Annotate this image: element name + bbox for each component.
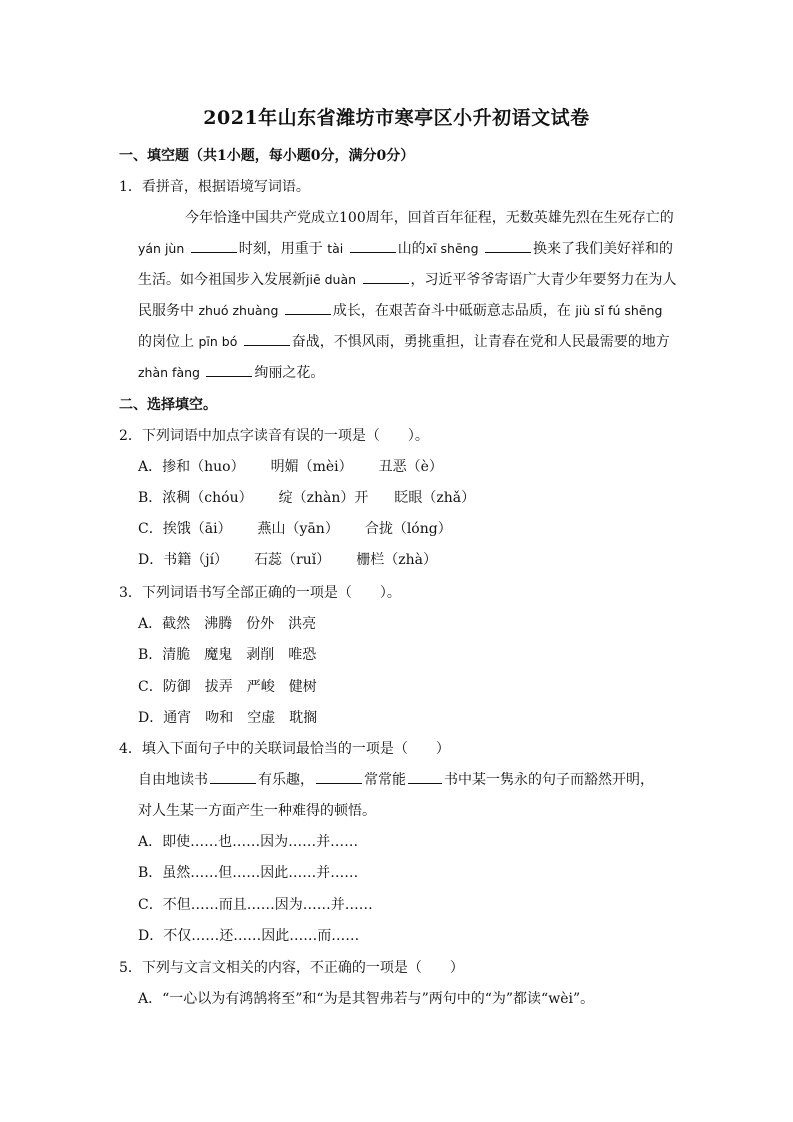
answer-blank[interactable] [244, 333, 290, 346]
question-4-stem: 4．填入下面句子中的关联词最恰当的一项是（ ） [119, 741, 450, 757]
option-label: D． [138, 710, 164, 726]
q4-option-a[interactable] [138, 831, 358, 851]
q1-line-3 [138, 269, 678, 289]
option-label: B． [138, 647, 163, 663]
q1-text: 换来了我们美好祥和的 [532, 241, 673, 257]
answer-blank[interactable] [285, 302, 331, 315]
q4-text: 常常能 [364, 772, 406, 788]
q1-line-6 [138, 362, 678, 382]
pinyin-prompt: tài [327, 241, 344, 256]
option-label: D． [138, 928, 164, 944]
q1-text: ，习近平爷爷寄语广大青少年要努力在为人 [410, 272, 677, 288]
answer-blank[interactable] [206, 364, 252, 377]
pinyin-prompt: jiē duàn [306, 272, 357, 287]
section-1-heading: 一、填空题（共1小题，每小题0分，满分0分） [119, 148, 415, 164]
q4-text: 书中某一隽永的句子而豁然开明， [444, 772, 654, 788]
option-label: C． [138, 521, 163, 537]
option-word: 掺和（huo） [162, 459, 245, 475]
q4-option-b[interactable] [138, 862, 358, 882]
q3-option-a[interactable] [138, 613, 316, 633]
q1-text: 山的 [397, 241, 426, 257]
option-label: A． [138, 834, 163, 850]
option-word: 栅栏（zhà） [356, 552, 437, 568]
option-word: 眨眼（zhǎ） [394, 490, 476, 506]
answer-blank[interactable] [316, 771, 362, 784]
pinyin-prompt: zhàn fàng [138, 365, 200, 380]
option-label: B． [138, 865, 163, 881]
question-1-stem: 1．看拼音，根据语境写词语。 [119, 179, 310, 195]
option-word: 明媚（mèi） [270, 459, 353, 475]
pinyin-prompt: zhuó zhuàng [198, 303, 279, 318]
option-word: 浓稠（chóu） [162, 490, 253, 506]
option-label: A． [138, 616, 163, 632]
answer-blank[interactable] [210, 771, 256, 784]
q3-option-b[interactable] [138, 644, 316, 664]
section-2-heading: 二、选择填空。 [119, 397, 217, 413]
q1-line-4 [138, 300, 678, 320]
option-word: 挨饿（āi） [162, 521, 232, 537]
answer-blank[interactable] [350, 240, 396, 253]
q4-option-c[interactable] [138, 894, 373, 914]
option-label: D． [138, 552, 164, 568]
option-word: 合拢（lóng） [364, 521, 452, 537]
option-label: C． [138, 897, 163, 913]
q1-text: 今年恰逢中国共产党成立100周年，回首百年征程，无数英雄先烈在生死存亡的 [185, 210, 674, 226]
answer-blank[interactable] [408, 771, 442, 784]
q2-option-a[interactable] [138, 456, 469, 476]
q1-text: 时刻，用重于 [238, 241, 323, 257]
option-words: 截然 沸腾 份外 洪亮 [162, 616, 317, 632]
q1-text: 成长，在艰苦奋斗中砥砺意志品质，在 [332, 303, 571, 319]
q1-line-2 [138, 238, 678, 258]
answer-blank[interactable] [191, 240, 237, 253]
q5-option-a[interactable]: A．“一心以为有鸿鹄将至”和“为是其智弗若与”两句中的“为”都读“wèi”。 [138, 991, 595, 1007]
q1-text: 的岗位上 [138, 334, 194, 350]
q3-option-d[interactable] [138, 707, 317, 727]
option-label: A． [138, 459, 163, 475]
pinyin-prompt: pīn bó [198, 334, 238, 349]
page-title: 2021年山东省潍坊市寒亭区小升初语文试卷 [203, 107, 590, 129]
pinyin-prompt: yán jùn [138, 241, 185, 256]
pinyin-prompt: jiù sǐ fú shēng [575, 303, 663, 318]
option-word: 绽（zhàn）开 [278, 490, 369, 506]
q1-text: 民服务中 [138, 303, 194, 319]
q1-text: 生活。如今祖国步入发展新 [138, 272, 306, 288]
q2-option-d[interactable] [138, 549, 463, 569]
question-5-stem: 5．下列与文言文相关的内容，不正确的一项是（ ） [119, 960, 464, 976]
answer-blank[interactable] [363, 271, 409, 284]
q1-text: 奋战，不惧风雨，勇挑重担，让青春在党和人民最需要的地方 [291, 334, 670, 350]
option-text: 不仅……还……因此……而…… [163, 928, 360, 944]
q1-text: 绚丽之花。 [254, 365, 325, 381]
option-words: 防御 拔弄 严峻 健树 [162, 679, 317, 695]
q1-line-1 [185, 207, 678, 227]
option-text: 虽然……但……因此……并…… [162, 865, 359, 881]
q3-option-c[interactable] [138, 676, 317, 696]
q2-option-b[interactable] [138, 487, 501, 507]
pinyin-prompt: xī shēng [425, 241, 479, 256]
option-word: 书籍（jí） [163, 552, 229, 568]
question-3-stem: 3．下列词语书写全部正确的一项是（ ）。 [119, 585, 401, 601]
option-words: 清脆 魔鬼 剥削 唯恐 [162, 647, 317, 663]
option-word: 丑恶（è） [378, 459, 443, 475]
q4-text: 自由地读书 [138, 772, 208, 788]
option-word: 石蕊（ruǐ） [254, 552, 331, 568]
option-text: 不但……而且……因为……并…… [162, 897, 373, 913]
q2-option-c[interactable] [138, 518, 478, 538]
option-text: 即使……也……因为……并…… [162, 834, 359, 850]
q1-line-5 [138, 331, 678, 351]
q4-sentence-line-1 [138, 769, 678, 789]
option-words: 通宵 吻和 空虚 耽搁 [163, 710, 318, 726]
option-word: 燕山（yān） [257, 521, 339, 537]
answer-blank[interactable] [485, 240, 531, 253]
option-label: C． [138, 679, 163, 695]
option-label: B． [138, 490, 163, 506]
q4-sentence-line-2: 对人生某一方面产生一种难得的顿悟。 [138, 803, 376, 819]
question-2-stem: 2．下列词语中加点字读音有误的一项是（ ）。 [119, 428, 429, 444]
q4-option-d[interactable] [138, 925, 359, 945]
q4-text: 有乐趣， [258, 772, 314, 788]
